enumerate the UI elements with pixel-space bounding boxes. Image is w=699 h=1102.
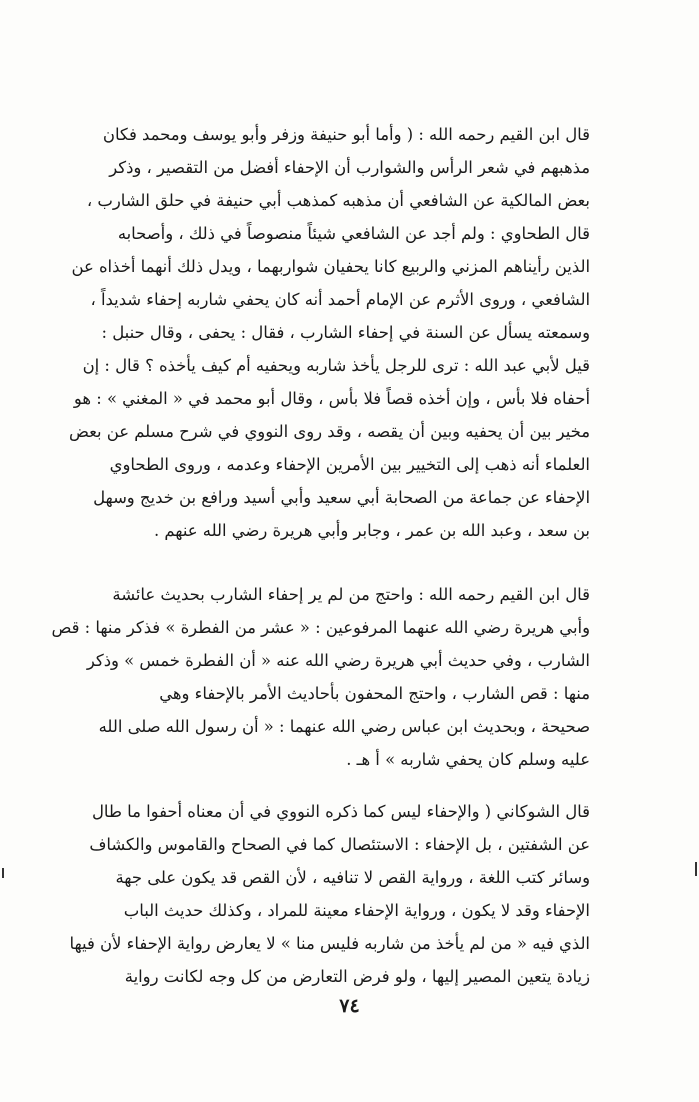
text-line: أحفاه فلا بأس ، وإن أخذه قصاً فلا بأس ، وقال أبو محمد في « المغني » : هو <box>73 389 590 408</box>
text-line: وسمعته يسأل عن السنة في إحفاء الشارب ، فقال : يحفى ، وقال حنبل : <box>101 323 590 342</box>
text-line: وسائر كتب اللغة ، ورواية القص لا تنافيه ، لأن القص قد يكون على جهة <box>115 868 590 887</box>
text-line: الشارب ، وفي حديث أبي هريرة رضي الله عنه « أن الفطرة خمس » وذكر <box>86 651 590 670</box>
text-line: عليه وسلم كان يحفي شاربه » أ هـ . <box>346 750 590 769</box>
paragraph-ibn-al-qayyim-1 <box>69 118 590 547</box>
paragraph-ibn-al-qayyim-2 <box>51 578 590 776</box>
text-line: قال ابن القيم رحمه الله : واحتج من لم ير إحفاء الشارب بحديث عائشة <box>112 585 590 604</box>
text-line: الذين رأيناهم المزني والربيع كانا يحفيان شواربهما ، ويدل ذلك أنهما أخذاه عن <box>71 257 590 276</box>
text-line: مذهبهم في شعر الرأس والشوارب أن الإحفاء أفضل من التقصير ، وذكر <box>109 158 590 177</box>
text-line: قال ابن القيم رحمه الله : ( وأما أبو حنيفة وزفر وأبو يوسف ومحمد فكان <box>102 125 590 144</box>
text-line: زيادة يتعين المصير إليها ، ولو فرض التعارض من كل وجه لكانت رواية <box>124 967 590 986</box>
text-line: بن سعد ، وعبد الله بن عمر ، وجابر وأبي هريرة رضي الله عنهم . <box>153 521 590 540</box>
text-line: عن الشفتين ، بل الإحفاء : الاستئصال كما في الصحاح والقاموس والكشاف <box>89 835 590 854</box>
text-line: قال الشوكاني ( والإحفاء ليس كما ذكره النووي في أن معناه أحفوا ما طال <box>91 802 590 821</box>
text-line: الشافعي ، وروى الأثرم عن الإمام أحمد أنه كان يحفي شاربه إحفاء شديداً ، <box>90 290 590 309</box>
scan-edge-mark <box>2 868 4 878</box>
text-line: العلماء أنه ذهب إلى التخيير بين الأمرين الإحفاء وعدمه ، وروى الطحاوي <box>109 455 590 474</box>
text-line: الإحفاء وقد لا يكون ، ورواية الإحفاء معينة للمراد ، وكذلك حديث الباب <box>123 901 590 920</box>
paragraph-al-shawkani <box>69 795 590 993</box>
text-line: مخير بين أن يحفيه وبين أن يقصه ، وقد روى النووي في شرح مسلم عن بعض <box>69 422 590 441</box>
text-line: قال الطحاوي : ولم أجد عن الشافعي شيئاً منصوصاً في ذلك ، وأصحابه <box>117 224 590 243</box>
text-line: الإحفاء عن جماعة من الصحابة أبي سعيد وأبي أسيد ورافع بن خديج وسهل <box>93 488 590 507</box>
page-number: ٧٤ <box>339 995 360 1017</box>
text-line: صحيحة ، وبحديث ابن عباس رضي الله عنهما : « أن رسول الله صلى الله <box>98 717 590 736</box>
text-line: قيل لأبي عبد الله : ترى للرجل يأخذ شاربه ويحفيه أم كيف يأخذه ؟ قال : إن <box>82 356 590 375</box>
text-line: الذي فيه « من لم يأخذ من شاربه فليس منا » لا يعارض رواية الإحفاء لأن فيها <box>69 934 590 953</box>
text-line: بعض المالكية عن الشافعي أن مذهبه كمذهب أبي حنيفة في حلق الشارب ، <box>86 191 590 210</box>
text-line: منها : قص الشارب ، واحتج المحفون بأحاديث الأمر بالإحفاء وهي <box>159 684 590 703</box>
scan-edge-mark <box>695 862 697 876</box>
text-line: وأبي هريرة رضي الله عنهما المرفوعين : « عشر من الفطرة » فذكر منها : قص <box>51 618 590 637</box>
